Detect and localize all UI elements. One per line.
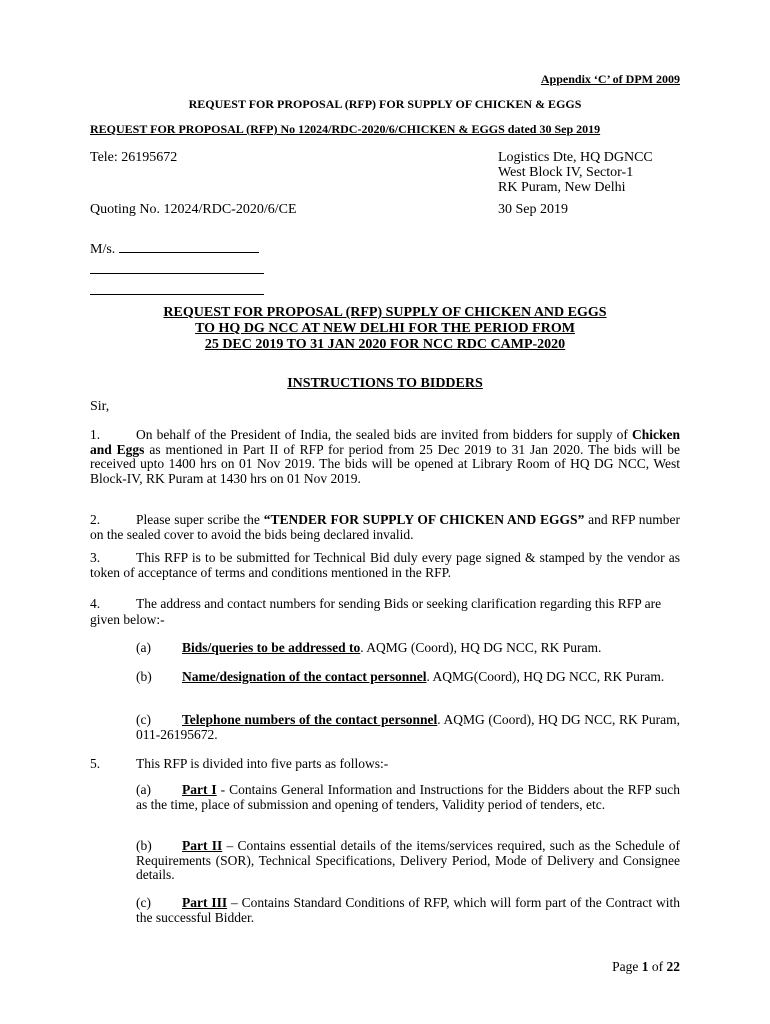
addressee-blank [119, 240, 259, 253]
telephone: Tele: 26195672 [90, 150, 178, 165]
addressee-blank [90, 282, 264, 295]
paragraph-4: 4. The address and contact numbers for sending Bids or seeking clarification regarding this RFP are given below:- [90, 596, 662, 627]
quoting-number: Quoting No. 12024/RDC-2020/6/CE [90, 202, 297, 217]
paragraph-3: 3. This RFP is to be submitted for Technical Bid duly every page signed & stamped by the vendor as token of acceptance of terms and conditions mentioned in the RFP. [90, 550, 680, 580]
paragraph-2: 2. Please super scribe the “TENDER FOR SUPPLY OF CHICKEN AND EGGS” and RFP number on the sealed cover to avoid the bids being declared invalid. [90, 512, 680, 542]
main-heading: REQUEST FOR PROPOSAL (RFP) SUPPLY OF CHICKEN AND EGGS TO HQ DG NCC AT NEW DELHI FOR THE PERIOD FROM 25 DEC 2019 TO 31 JAN 2020 FOR NCC RDC CAMP-2020 [163, 305, 607, 352]
paragraph-5b: (b) Part II – Contains essential details of the items/services required, such as the Schedule of Requirements (SOR), Technical Specifications, Delivery Period, Mode of Delivery and Consignee details. [136, 838, 680, 882]
rfp-number-line: REQUEST FOR PROPOSAL (RFP) No 12024/RDC-2020/6/CHICKEN & EGGS dated 30 Sep 2019 [90, 122, 601, 136]
paragraph-4a: (a) Bids/queries to be addressed to. AQMG (Coord), HQ DG NCC, RK Puram. [136, 640, 602, 655]
page-number: Page 1 of 22 [612, 959, 680, 974]
paragraph-1: 1. On behalf of the President of India, the sealed bids are invited from bidders for supply of Chicken and Eggs as mentioned in Part II of RFP for period from 25 Dec 2019 to 31 Jan 2020. The bids will be received upto 1400 hrs on 01 Nov 2019. The bids will be opened at Library Room of HQ DG NCC, West Block-IV, RK Puram at 1430 hrs on 01 Nov 2019. [90, 427, 680, 486]
appendix-note: Appendix ‘C’ of DPM 2009 [540, 72, 680, 86]
address-line: West Block IV, Sector-1 [498, 165, 634, 180]
address-line: Logistics Dte, HQ DGNCC [498, 150, 653, 165]
rfp-title: REQUEST FOR PROPOSAL (RFP) FOR SUPPLY OF CHICKEN & EGGS [188, 97, 582, 111]
address-block [498, 150, 653, 195]
salutation: Sir, [90, 399, 110, 414]
paragraph-5c: (c) Part III – Contains Standard Conditions of RFP, which will form part of the Contract with the successful Bidder. [136, 895, 680, 925]
document-date: 30 Sep 2019 [498, 202, 568, 217]
addressee-block [90, 240, 264, 299]
paragraph-4c: (c) Telephone numbers of the contact personnel. AQMG (Coord), HQ DG NCC, RK Puram, 011-26195672. [136, 712, 680, 742]
instructions-heading: INSTRUCTIONS TO BIDDERS [287, 376, 483, 391]
paragraph-4b: (b) Name/designation of the contact personnel. AQMG(Coord), HQ DG NCC, RK Puram. [136, 669, 665, 684]
ms-label: M/s. [90, 242, 116, 257]
addressee-blank [90, 261, 264, 274]
paragraph-5: 5. This RFP is divided into five parts as follows:- [90, 756, 389, 771]
address-line: RK Puram, New Delhi [498, 180, 626, 195]
paragraph-5a: (a) Part I - Contains General Information and Instructions for the Bidders about the RFP such as the time, place of submission and opening of tenders, Validity period of tenders, etc. [136, 782, 680, 812]
